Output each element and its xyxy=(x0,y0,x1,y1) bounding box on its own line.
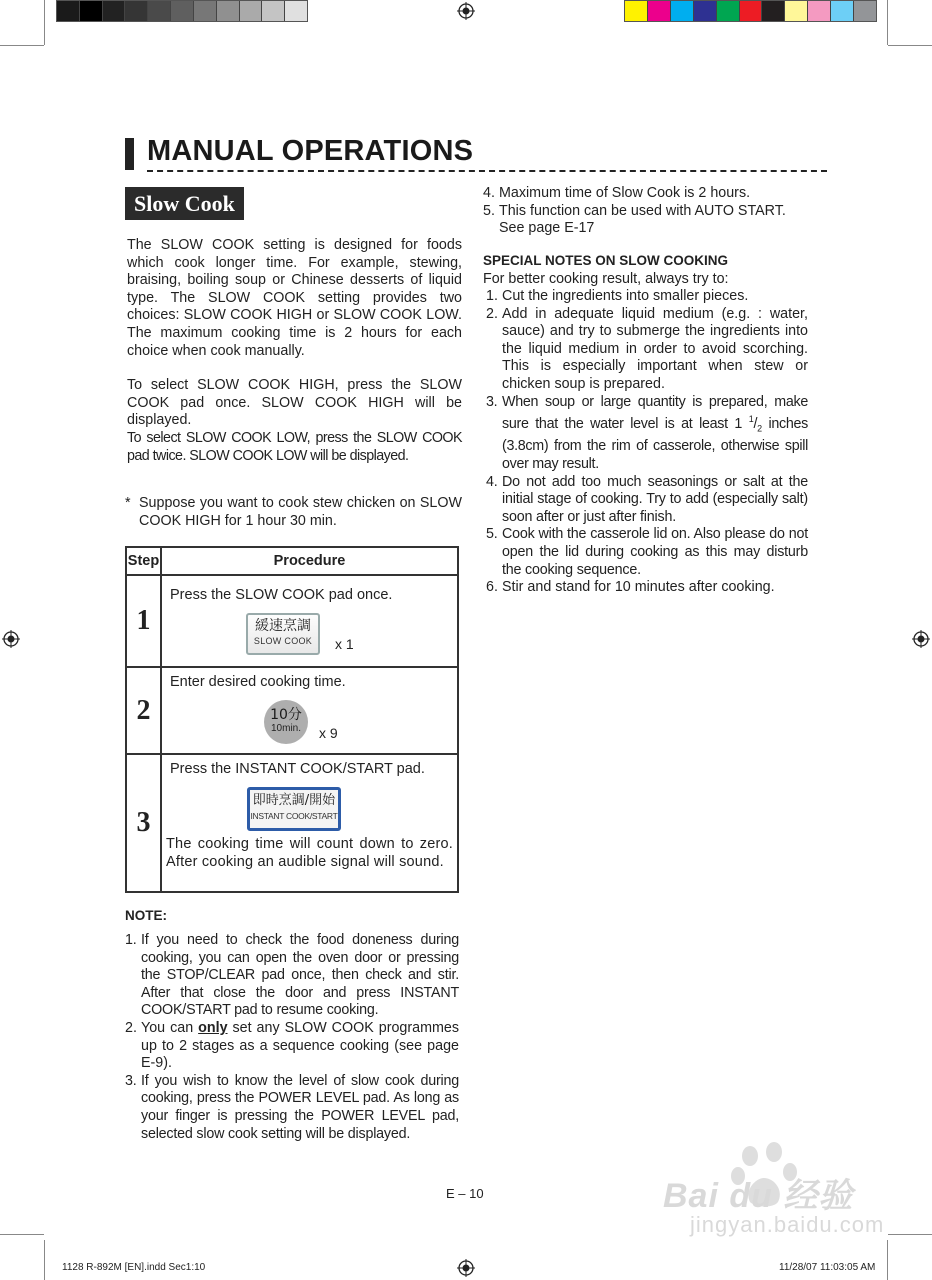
press-multiplier: x 9 xyxy=(319,725,338,741)
special-notes-list xyxy=(483,288,808,597)
step-result-text: The cooking time will count down to zero. After cooking an audible signal will sound. xyxy=(166,836,453,870)
step-number: 3 xyxy=(126,754,161,892)
color-swatch xyxy=(147,1,170,21)
registration-mark-left-icon xyxy=(2,630,20,648)
list-text: Add in adequate liquid medium (e.g. : water, sauce) and try to submerge the ingredients into the liquid medium in order to avoid scorching. This is especially important when stew or chicken soup is prepared. xyxy=(502,305,808,392)
special-notes-intro: For better cooking result, always try to: xyxy=(483,271,729,287)
list-item xyxy=(486,288,808,306)
crop-mark xyxy=(888,45,932,46)
list-text: If you need to check the food doneness during cooking, you can open the oven door or pressing the STOP/CLEAR pad once, then check and stir. After that close the door and press INSTANT COOK/START pad to resume cooking. xyxy=(141,932,459,1019)
example-note xyxy=(124,495,462,530)
list-text: If you wish to know the level of slow cook during cooking, press the POWER LEVEL pad. As long as your finger is pressing the POWER LEVEL pad, selected slow cook setting will be displayed. xyxy=(141,1072,459,1142)
registration-mark-right-icon xyxy=(912,630,930,648)
color-swatch xyxy=(79,1,102,21)
intro-paragraph: To select SLOW COOK LOW, press the SLOW COOK pad twice. SLOW COOK LOW will be displayed. xyxy=(127,429,462,464)
color-swatch xyxy=(830,1,853,21)
press-multiplier: x 1 xyxy=(335,636,354,652)
step-text: Press the INSTANT COOK/START pad. xyxy=(170,761,425,777)
list-item xyxy=(486,579,808,597)
list-text: Stir and stand for 10 minutes after cooking. xyxy=(502,579,775,596)
list-item xyxy=(125,1020,459,1073)
procedure-table xyxy=(125,546,459,893)
list-text: Maximum time of Slow Cook is 2 hours. xyxy=(499,185,751,201)
crop-mark xyxy=(887,0,888,45)
color-swatch xyxy=(284,1,307,21)
registration-mark-top-icon xyxy=(457,2,475,20)
list-number: 1. xyxy=(125,932,137,948)
color-swatch xyxy=(761,1,784,21)
list-number: 4. xyxy=(486,473,498,490)
pad-label-cn: 10分 xyxy=(270,707,302,723)
baidu-watermark-brand: Bai du 经验 xyxy=(663,1177,854,1215)
color-swatch xyxy=(784,1,807,21)
color-swatch xyxy=(670,1,693,21)
crop-mark xyxy=(44,0,45,45)
color-swatch xyxy=(716,1,739,21)
pad-label-cn: 即時烹調/開始 xyxy=(252,793,336,808)
step-text: Press the SLOW COOK pad once. xyxy=(170,587,393,603)
step-number: 1 xyxy=(126,575,161,667)
color-swatch xyxy=(57,1,79,21)
asterisk: * xyxy=(125,495,131,511)
list-item xyxy=(486,394,808,474)
list-item xyxy=(483,203,811,238)
footer-timestamp: 11/28/07 11:03:05 AM xyxy=(779,1262,876,1273)
list-text: Do not add too much seasonings or salt at the initial stage of cooking. Try to add (especially salt) soon after or just after finish. xyxy=(502,473,808,525)
list-number: 6. xyxy=(486,579,498,596)
ten-minute-pad-icon xyxy=(264,700,308,744)
baidu-watermark-url: jingyan.baidu.com xyxy=(690,1212,885,1237)
color-swatch xyxy=(124,1,147,21)
list-number: 2. xyxy=(125,1019,137,1036)
page-number: E – 10 xyxy=(446,1186,484,1201)
intro-paragraph: To select SLOW COOK HIGH, press the SLOW COOK pad once. SLOW COOK HIGH will be displayed. xyxy=(127,377,462,429)
step-text: Enter desired cooking time. xyxy=(170,674,346,690)
list-item xyxy=(483,185,811,203)
fraction-slash: / xyxy=(753,415,758,432)
column-header-step: Step xyxy=(126,547,161,575)
crop-mark xyxy=(44,1240,45,1280)
right-top-list xyxy=(483,185,811,238)
list-item xyxy=(486,306,808,394)
section-heading: Slow Cook xyxy=(125,187,244,220)
list-number: 3. xyxy=(125,1072,137,1089)
list-text: You can xyxy=(141,1019,199,1036)
color-swatch xyxy=(625,1,647,21)
step-cell xyxy=(161,667,458,754)
page-title: MANUAL OPERATIONS xyxy=(147,135,474,167)
list-number: 5. xyxy=(486,526,498,543)
crop-mark xyxy=(0,45,44,46)
color-swatch xyxy=(693,1,716,21)
list-number: 3. xyxy=(486,393,498,410)
color-swatch xyxy=(193,1,216,21)
table-header-row xyxy=(126,547,458,575)
registration-mark-bottom-icon xyxy=(457,1259,475,1277)
crop-mark xyxy=(887,1240,888,1280)
list-number: 1. xyxy=(486,288,498,304)
crop-mark xyxy=(0,1234,44,1235)
list-item xyxy=(125,932,459,1020)
note-list xyxy=(125,932,459,1143)
list-text: Cook with the casserole lid on. Also please do not open the lid during cooking as this may disturb the cooking sequence. xyxy=(502,526,808,578)
color-swatch xyxy=(853,1,876,21)
color-swatch xyxy=(807,1,830,21)
instant-cook-start-pad-icon xyxy=(247,787,341,831)
color-swatch xyxy=(216,1,239,21)
step-number: 2 xyxy=(126,667,161,754)
step-cell xyxy=(161,575,458,667)
table-row xyxy=(126,754,458,892)
list-item xyxy=(486,474,808,527)
list-item xyxy=(486,526,808,579)
list-text: Cut the ingredients into smaller pieces. xyxy=(502,288,749,304)
list-text: This function can be used with AUTO START. See page E-17 xyxy=(499,202,786,237)
step-cell xyxy=(161,754,458,892)
pad-label-cn: 緩速烹調 xyxy=(255,618,311,634)
list-item xyxy=(125,1073,459,1143)
color-swatch xyxy=(647,1,670,21)
color-swatch xyxy=(739,1,762,21)
color-calibration-strip xyxy=(624,0,877,22)
list-text: inches (3.8cm) from the rim of casserole, otherwise spill over may result. xyxy=(502,415,809,472)
pad-label-en: SLOW COOK xyxy=(253,636,313,646)
color-swatch xyxy=(102,1,125,21)
color-swatch xyxy=(239,1,262,21)
intro-paragraph: The SLOW COOK setting is designed for foods which cook longer time. For example, stewing, braising, boiling soup or Chinese desserts of liquid type. The SLOW COOK setting provides two choices: SLOW COOK HIGH or SLOW COOK LOW. The maximum cooking time is 2 hours for each choice when cook manually. xyxy=(127,237,462,359)
crop-mark xyxy=(888,1234,932,1235)
pad-label-en: 10min. xyxy=(270,723,301,734)
gray-calibration-strip xyxy=(56,0,308,22)
note-heading: NOTE: xyxy=(125,908,167,923)
table-row xyxy=(126,667,458,754)
fraction-numerator: 1 xyxy=(748,414,754,425)
special-notes-heading: SPECIAL NOTES ON SLOW COOKING xyxy=(483,253,729,268)
color-swatch xyxy=(261,1,284,21)
fraction-denominator: 2 xyxy=(757,423,762,434)
list-number: 4. xyxy=(483,185,495,201)
list-text: When soup or large quantity is prepared, make sure that the water level is at least 1 xyxy=(502,393,808,432)
pad-label-en: INSTANT COOK/START xyxy=(250,811,338,821)
table-row xyxy=(126,575,458,667)
footer-file-info: 1128 R-892M [EN].indd Sec1:10 xyxy=(62,1262,206,1273)
slow-cook-pad-icon xyxy=(246,613,320,655)
title-accent-bar xyxy=(125,138,134,170)
example-text: Suppose you want to cook stew chicken on SLOW COOK HIGH for 1 hour 30 min. xyxy=(139,495,462,529)
list-number: 5. xyxy=(483,202,495,219)
emphasis-only: only xyxy=(198,1019,228,1036)
color-swatch xyxy=(170,1,193,21)
list-number: 2. xyxy=(486,305,498,322)
intro-text xyxy=(127,237,462,465)
column-header-procedure: Procedure xyxy=(161,547,458,575)
list-text: set any SLOW COOK programmes up to 2 stages as a sequence cooking (see page E-9). xyxy=(141,1019,459,1072)
title-dashed-rule xyxy=(147,170,827,172)
